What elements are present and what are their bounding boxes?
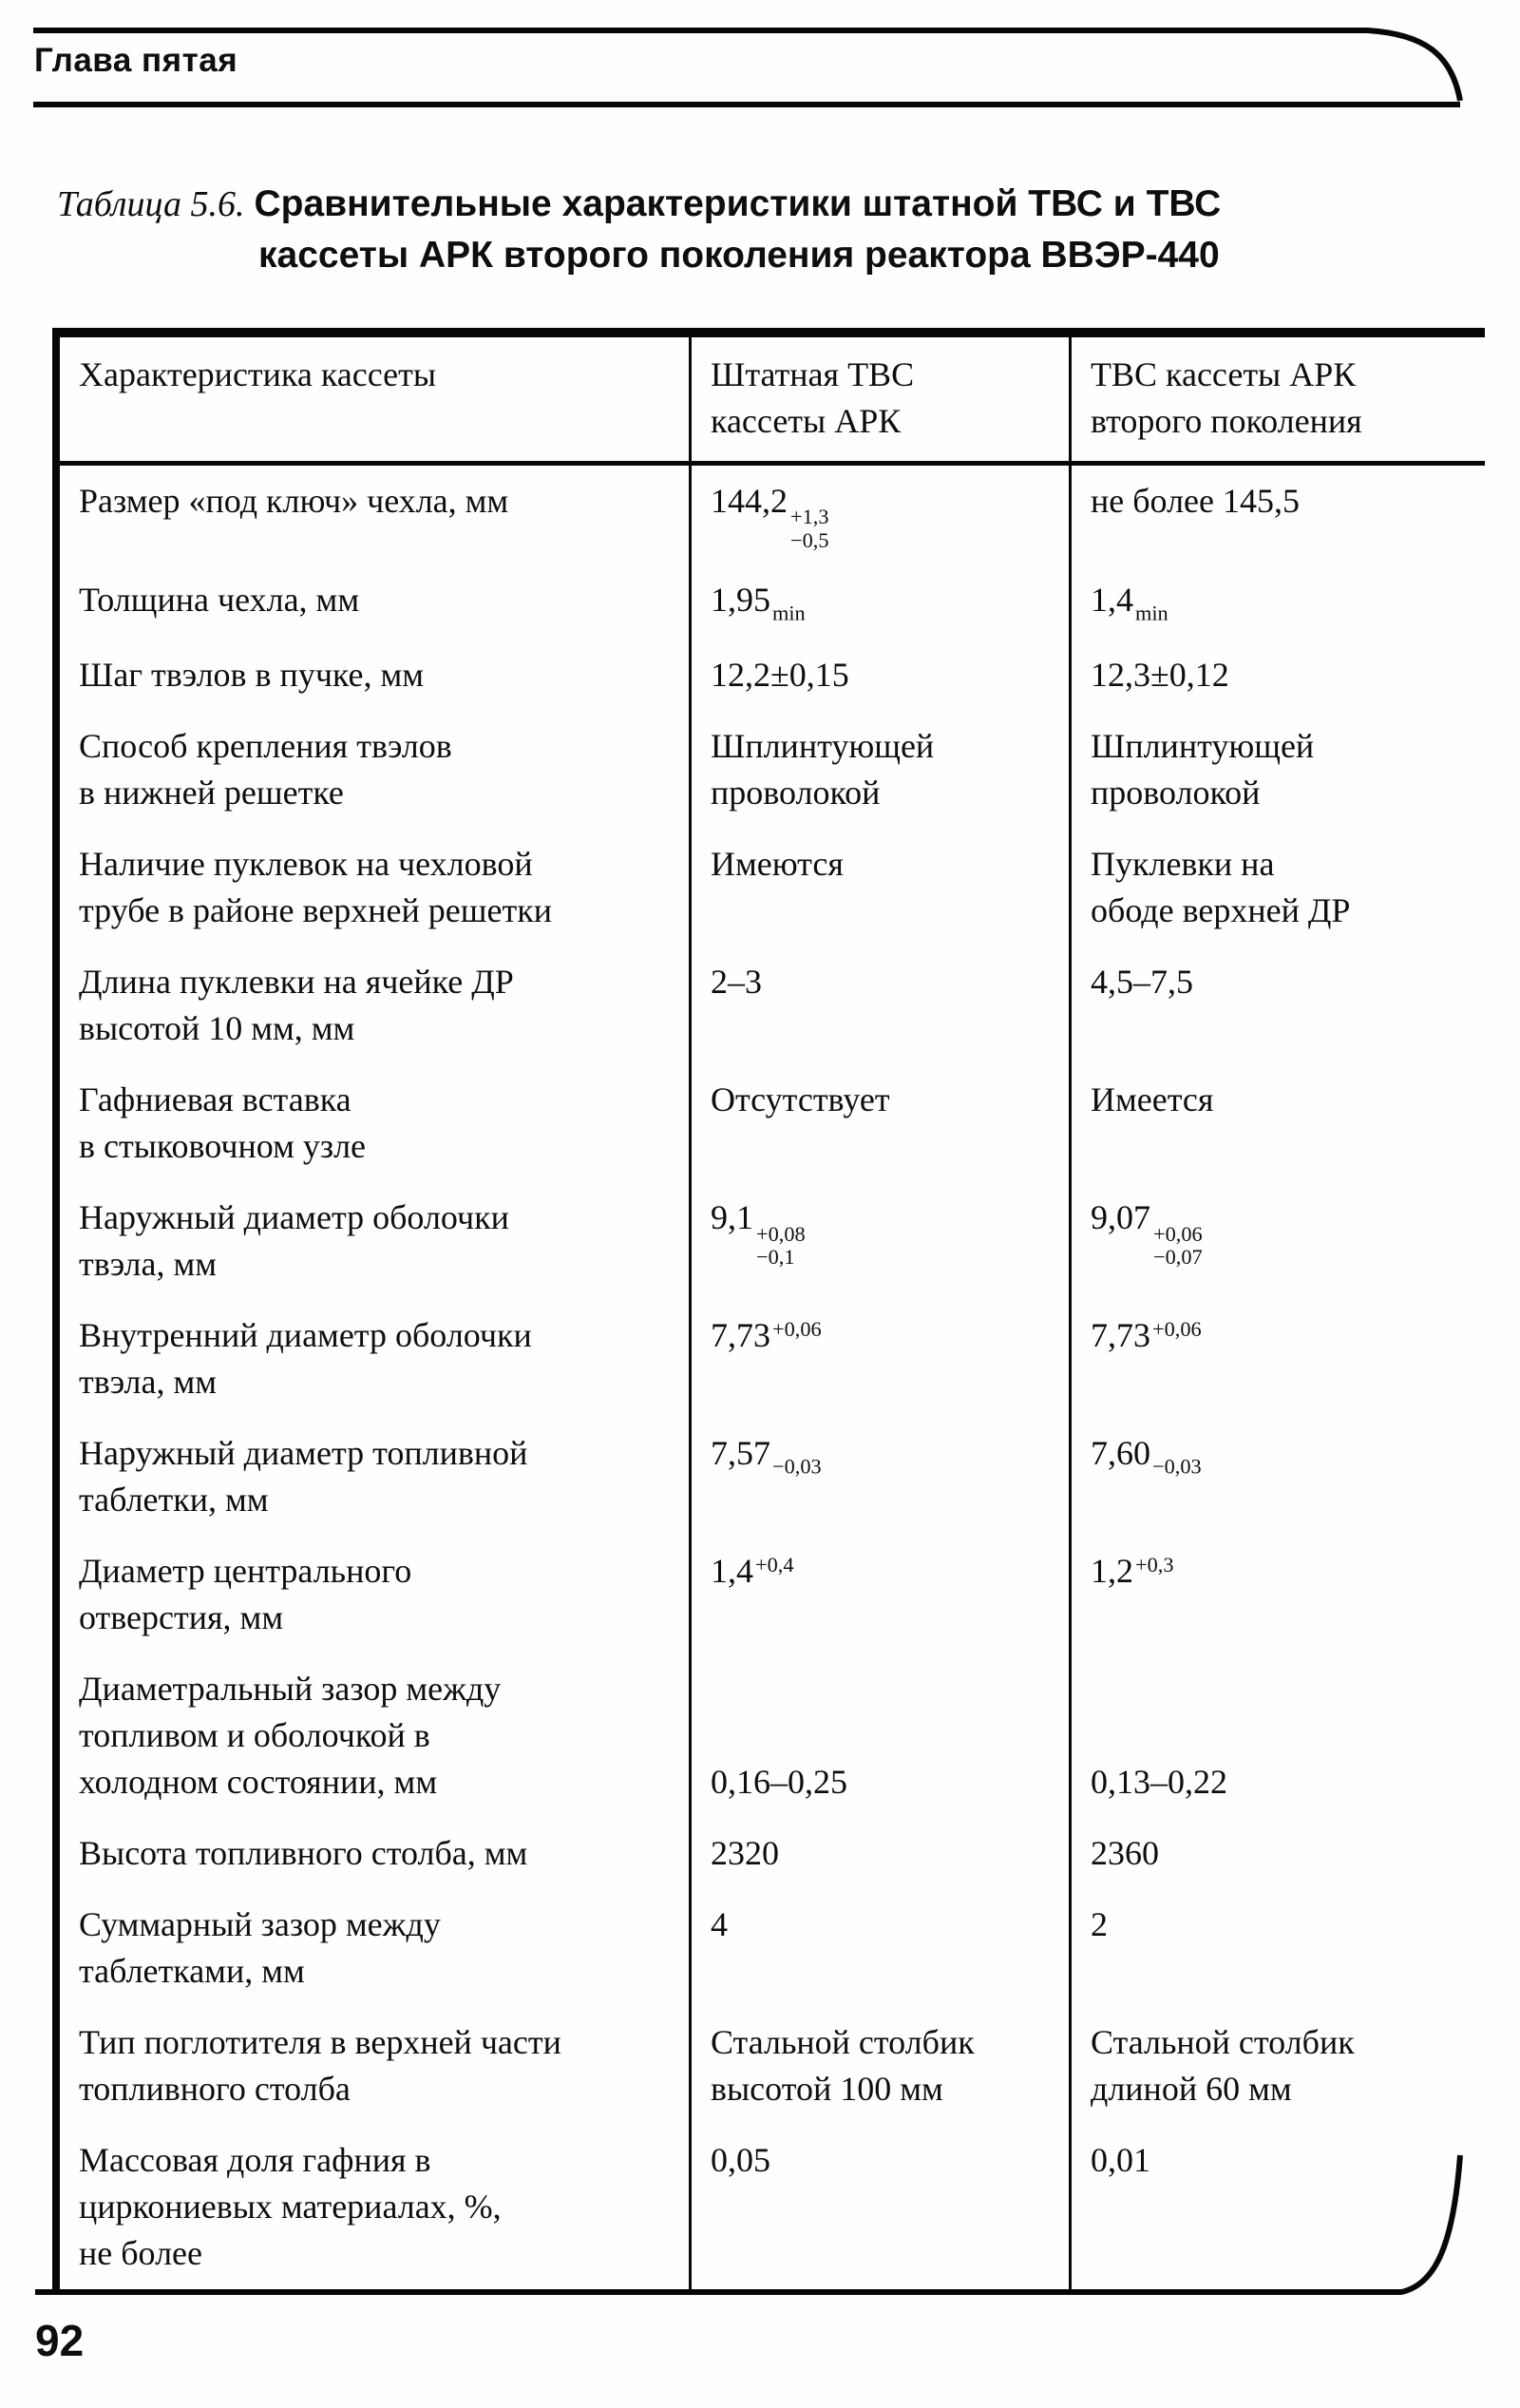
- value-text: [711, 581, 806, 625]
- value-base: 0,16–0,25: [711, 1763, 847, 1802]
- value-base: 144,2: [711, 482, 788, 520]
- row-name-text: Размер «под ключ» чехла, мм: [79, 482, 509, 520]
- value-text: [711, 727, 934, 812]
- subscript-tolerance: min: [1135, 601, 1168, 625]
- row-characteristic-name: [60, 1300, 689, 1418]
- value-base: 1,4: [711, 1552, 753, 1591]
- page-curl-top-icon: [33, 30, 1460, 101]
- tolerance-upper: +1,3: [790, 505, 829, 529]
- page-number: 92: [35, 2316, 85, 2365]
- tolerance-stack: [790, 505, 828, 552]
- column-header: [689, 337, 1069, 461]
- table-row: [60, 2007, 1485, 2125]
- value-gen2-tvs: [1069, 1653, 1485, 1818]
- column-header: [1069, 337, 1485, 461]
- row-name-text: циркониевых материалах, %,: [79, 2188, 502, 2226]
- value-line: длиной 60 мм: [1091, 2070, 1292, 2109]
- value-standard-tvs: [689, 946, 1069, 1064]
- row-characteristic-name: [60, 1536, 689, 1653]
- superscript-tolerance: +0,4: [755, 1553, 794, 1577]
- value-base: 12,3±0,12: [1091, 656, 1229, 695]
- superscript-tolerance: +0,06: [772, 1317, 822, 1342]
- value-standard-tvs: [689, 466, 1069, 564]
- value-text: [1091, 482, 1300, 520]
- table-row: [60, 564, 1485, 640]
- value-gen2-tvs: [1069, 1182, 1485, 1300]
- table-header-row: [60, 337, 1485, 466]
- value-base: 7,73: [1091, 1316, 1150, 1355]
- tolerance-upper: +0,06: [1153, 1221, 1203, 1246]
- table-title-text: Сравнительные характеристики штатной ТВС и ТВС: [254, 183, 1222, 224]
- table-row: [60, 1818, 1485, 1889]
- row-name-text: Наличие пуклевок на чехловой: [79, 845, 533, 884]
- value-standard-tvs: [689, 2007, 1069, 2125]
- value-text: [711, 1080, 890, 1118]
- row-name-text: Высота топливного столба, мм: [79, 1834, 528, 1873]
- column-header-text: ТВС кассеты АРК: [1091, 355, 1357, 393]
- value-standard-tvs: [689, 829, 1069, 946]
- row-name-text: в стыковочном узле: [79, 1127, 367, 1166]
- tolerance-lower: −0,07: [1153, 1245, 1203, 1270]
- value-standard-tvs: [689, 564, 1069, 640]
- value-base: 2320: [711, 1834, 779, 1873]
- row-name-text: Толщина чехла, мм: [79, 581, 360, 620]
- value-base: 4,5–7,5: [1091, 963, 1193, 1002]
- value-text: [711, 1198, 806, 1270]
- value-text: [1091, 1759, 1227, 1806]
- value-base: не более 145,5: [1091, 482, 1301, 520]
- value-text: [711, 1434, 822, 1479]
- value-text: [711, 963, 762, 1001]
- row-characteristic-name: [60, 1653, 689, 1818]
- value-base: 2: [1091, 1905, 1108, 1944]
- table-row: [60, 1064, 1485, 1182]
- row-name-text: твэла, мм: [79, 1245, 218, 1284]
- value-standard-tvs: [689, 1418, 1069, 1536]
- value-base: 2360: [1091, 1834, 1159, 1873]
- value-standard-tvs: [689, 1889, 1069, 2007]
- table-title-line2: кассеты АРК второго поколения реактора ВВЭР-440: [258, 235, 1220, 276]
- row-characteristic-name: [60, 711, 689, 829]
- value-base: Имеется: [1091, 1080, 1214, 1119]
- table-row: [60, 829, 1485, 946]
- value-text: [1091, 1080, 1213, 1118]
- value-base: 7,73: [711, 1316, 770, 1355]
- value-base: 0,13–0,22: [1091, 1763, 1227, 1802]
- value-text: [1091, 2023, 1355, 2108]
- row-name-text: Гафниевая вставка: [79, 1080, 352, 1119]
- value-base: 4: [711, 1905, 728, 1944]
- column-header-text: Штатная ТВС: [711, 355, 915, 393]
- value-gen2-tvs: [1069, 1889, 1485, 2007]
- value-line: высотой 100 мм: [711, 2070, 943, 2109]
- value-standard-tvs: [689, 1653, 1069, 1818]
- tolerance-upper: +0,08: [756, 1221, 806, 1246]
- row-name-text: Наружный диаметр оболочки: [79, 1198, 509, 1237]
- value-text: [1091, 727, 1314, 812]
- value-base: 1,4: [1091, 581, 1133, 620]
- tolerance-lower: −0,1: [756, 1245, 795, 1270]
- value-base: Отсутствует: [711, 1080, 890, 1119]
- row-name-text: Диаметр центрального: [79, 1552, 412, 1591]
- row-characteristic-name: [60, 946, 689, 1064]
- table-number-label: Таблица 5.6.: [57, 184, 245, 224]
- value-standard-tvs: [689, 1300, 1069, 1418]
- value-line: ободе верхней ДР: [1091, 891, 1351, 930]
- table-row: [60, 1300, 1485, 1418]
- value-text: [711, 1905, 728, 1943]
- row-name-text: таблетки, мм: [79, 1481, 269, 1519]
- table-row: [60, 640, 1485, 711]
- table-title: [0, 179, 1444, 280]
- row-name-text: в нижней решетке: [79, 774, 344, 812]
- subscript-tolerance: −0,03: [772, 1454, 822, 1479]
- value-gen2-tvs: [1069, 1818, 1485, 1889]
- table-body: [60, 466, 1485, 2289]
- value-text: [711, 482, 829, 553]
- table-row: [60, 466, 1485, 564]
- value-standard-tvs: [689, 1536, 1069, 1653]
- value-base: 7,60: [1091, 1434, 1150, 1473]
- row-name-text: топливом и оболочкой в: [79, 1716, 430, 1755]
- subscript-tolerance: min: [772, 601, 806, 625]
- value-gen2-tvs: [1069, 1418, 1485, 1536]
- row-name-text: топливного столба: [79, 2070, 351, 2109]
- row-name-text: холодном состоянии, мм: [79, 1763, 438, 1802]
- row-name-text: Наружный диаметр топливной: [79, 1434, 528, 1473]
- row-name-text: Тип поглотителя в верхней части: [79, 2023, 561, 2062]
- column-header-text: кассеты АРК: [711, 402, 902, 440]
- row-name-text: высотой 10 мм, мм: [79, 1009, 355, 1048]
- value-base: 9,1: [711, 1198, 753, 1237]
- value-text: [1091, 1198, 1203, 1270]
- value-line: Стальной столбик: [711, 2023, 975, 2062]
- tolerance-stack: [756, 1222, 806, 1270]
- row-name-text: Суммарный зазор между: [79, 1905, 441, 1944]
- footer-rule: [0, 2138, 1520, 2408]
- table-row: [60, 1889, 1485, 2007]
- row-name-text: трубе в районе верхней решетки: [79, 891, 552, 930]
- value-gen2-tvs: [1069, 466, 1485, 564]
- value-base: 0,05: [711, 2141, 770, 2180]
- row-name-text: таблетками, мм: [79, 1952, 305, 1991]
- row-characteristic-name: [60, 829, 689, 946]
- table-row: [60, 1536, 1485, 1653]
- row-characteristic-name: [60, 564, 689, 640]
- row-name-text: Диаметральный зазор между: [79, 1670, 502, 1709]
- value-standard-tvs: [689, 711, 1069, 829]
- value-text: [1091, 845, 1350, 929]
- row-characteristic-name: [60, 2007, 689, 2125]
- column-header-text: второго поколения: [1091, 402, 1362, 440]
- superscript-tolerance: +0,3: [1135, 1553, 1174, 1577]
- table-row: [60, 1418, 1485, 1536]
- value-gen2-tvs: [1069, 946, 1485, 1064]
- row-characteristic-name: [60, 1418, 689, 1536]
- value-text: [711, 656, 849, 694]
- chapter-label: Глава пятая: [34, 42, 238, 79]
- value-base: 9,07: [1091, 1198, 1150, 1237]
- row-characteristic-name: [60, 1064, 689, 1182]
- value-line: Пуклевки на: [1091, 845, 1275, 884]
- value-gen2-tvs: [1069, 711, 1485, 829]
- value-gen2-tvs: [1069, 2007, 1485, 2125]
- row-name-text: отверстия, мм: [79, 1598, 284, 1637]
- value-gen2-tvs: [1069, 1064, 1485, 1182]
- row-name-text: Способ крепления твэлов: [79, 727, 452, 766]
- value-standard-tvs: [689, 1182, 1069, 1300]
- value-gen2-tvs: [1069, 640, 1485, 711]
- table-row: [60, 1182, 1485, 1300]
- row-characteristic-name: [60, 1889, 689, 2007]
- row-characteristic-name: [60, 1182, 689, 1300]
- tolerance-stack: [1153, 1222, 1203, 1270]
- table-row: [60, 711, 1485, 829]
- page-curl-bottom-icon: [35, 2155, 1460, 2292]
- row-characteristic-name: [60, 466, 689, 564]
- value-line: Шплинтующей: [711, 727, 935, 766]
- value-text: [711, 1552, 793, 1590]
- table-row: [60, 946, 1485, 1064]
- value-base: 0,01: [1091, 2141, 1150, 2180]
- row-name-text: Массовая доля гафния в: [79, 2141, 431, 2180]
- value-line: Стальной столбик: [1091, 2023, 1355, 2062]
- value-text: [711, 2023, 975, 2108]
- value-gen2-tvs: [1069, 564, 1485, 640]
- value-base: 1,2: [1091, 1552, 1133, 1591]
- value-text: [1091, 1434, 1202, 1479]
- value-gen2-tvs: [1069, 1300, 1485, 1418]
- value-standard-tvs: [689, 1064, 1069, 1182]
- row-characteristic-name: [60, 640, 689, 711]
- value-gen2-tvs: [1069, 829, 1485, 946]
- row-characteristic-name: [60, 1818, 689, 1889]
- value-line: Шплинтующей: [1091, 727, 1315, 766]
- value-base: 2–3: [711, 963, 762, 1002]
- value-text: [711, 1759, 847, 1806]
- value-text: [1091, 1905, 1108, 1943]
- value-text: [1091, 581, 1168, 625]
- value-gen2-tvs: [1069, 1536, 1485, 1653]
- value-base: 7,57: [711, 1434, 770, 1473]
- value-base: Имеются: [711, 845, 844, 884]
- value-base: 1,95: [711, 581, 770, 620]
- row-name-text: не более: [79, 2234, 203, 2273]
- value-text: [1091, 1316, 1202, 1354]
- row-name-text: твэла, мм: [79, 1363, 218, 1402]
- row-name-text: Длина пуклевки на ячейке ДР: [79, 963, 514, 1002]
- row-name-text: Внутренний диаметр оболочки: [79, 1316, 532, 1355]
- value-standard-tvs: [689, 1818, 1069, 1889]
- value-text: [1091, 963, 1193, 1001]
- column-header: [60, 337, 689, 461]
- comparison-table: [52, 328, 1485, 2289]
- column-header-text: Характеристика кассеты: [79, 355, 437, 393]
- value-standard-tvs: [689, 640, 1069, 711]
- row-name-text: Шаг твэлов в пучке, мм: [79, 656, 425, 695]
- superscript-tolerance: +0,06: [1152, 1317, 1202, 1342]
- value-text: [1091, 1834, 1159, 1872]
- value-text: [711, 845, 844, 883]
- value-line: проволокой: [1091, 774, 1261, 812]
- value-line: проволокой: [711, 774, 881, 812]
- subscript-tolerance: −0,03: [1152, 1454, 1202, 1479]
- table-row: [60, 1653, 1485, 1818]
- value-text: [1091, 1552, 1173, 1590]
- value-text: [711, 1316, 822, 1354]
- table-title-line1: [0, 179, 1444, 230]
- value-text: [1091, 656, 1229, 694]
- value-base: 12,2±0,15: [711, 656, 849, 695]
- value-text: [711, 1834, 779, 1872]
- tolerance-lower: −0,5: [790, 528, 829, 553]
